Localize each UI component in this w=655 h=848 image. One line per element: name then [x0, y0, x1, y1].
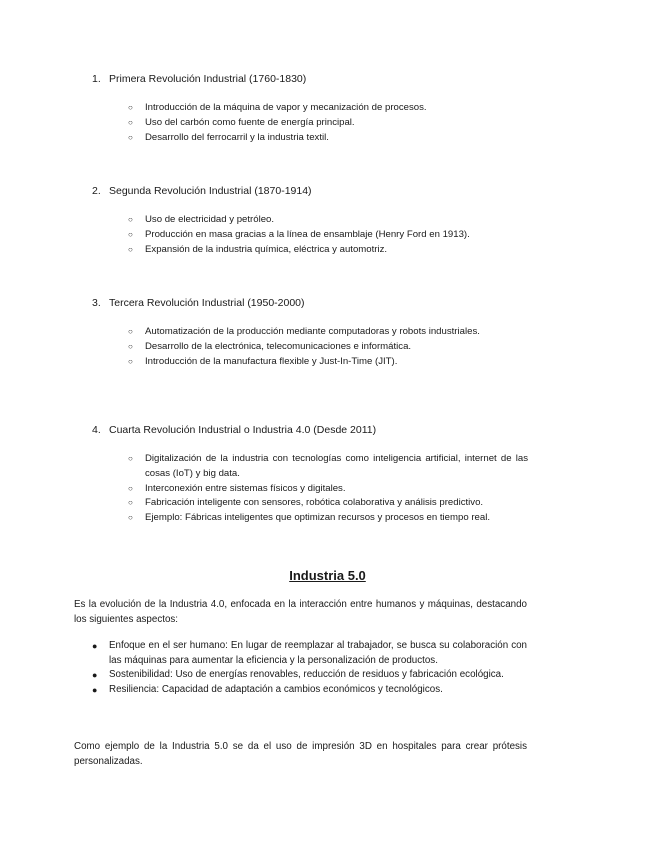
revolution-points	[128, 101, 528, 145]
list-item	[128, 101, 528, 116]
list-number: 4.	[92, 424, 101, 436]
circle-bullet-icon: ○	[128, 132, 133, 142]
list-number: 3.	[92, 297, 101, 309]
list-item	[128, 243, 528, 258]
circle-bullet-icon: ○	[128, 244, 133, 254]
list-item-text: Uso del carbón como fuente de energía principal.	[145, 116, 355, 128]
list-item-text: Producción en masa gracias a la línea de ensamblaje (Henry Ford en 1913).	[145, 228, 470, 240]
revolution-title: Cuarta Revolución Industrial o Industria 4.0 (Desde 2011)	[109, 424, 377, 436]
list-item	[128, 496, 528, 511]
list-item-text: Automatización de la producción mediante computadoras y robots industriales.	[145, 326, 480, 337]
list-item-text: Introducción de la manufactura flexible y Just-In-Time (JIT).	[145, 355, 398, 367]
list-number: 1.	[92, 73, 101, 85]
list-item	[128, 340, 528, 355]
list-item-text: Digitalización de la industria con tecnologías como inteligencia artificial, internet de las cosas (IoT) y big data.	[145, 453, 528, 479]
list-item	[92, 683, 527, 698]
circle-bullet-icon: ○	[128, 229, 133, 239]
revolution-title: Segunda Revolución Industrial (1870-1914)	[109, 185, 312, 197]
list-item	[128, 452, 528, 482]
list-item-text: Fabricación inteligente con sensores, robótica colaborativa y análisis predictivo.	[145, 497, 484, 509]
bullet-dot-icon: ●	[92, 641, 98, 651]
list-number: 2.	[92, 185, 101, 197]
circle-bullet-icon: ○	[128, 117, 133, 127]
revolution-points	[128, 452, 528, 526]
list-item-text: Resiliencia: Capacidad de adaptación a cambios económicos y tecnológicos.	[109, 683, 443, 695]
circle-bullet-icon: ○	[128, 454, 133, 463]
circle-bullet-icon: ○	[128, 103, 133, 112]
list-item	[128, 482, 528, 497]
bullet-dot-icon: ●	[92, 684, 98, 695]
circle-bullet-icon: ○	[128, 327, 133, 336]
list-item-text: Interconexión entre sistemas físicos y digitales.	[145, 482, 346, 494]
aspects-list	[92, 639, 527, 697]
list-item	[128, 325, 528, 340]
revolution-heading	[92, 423, 376, 437]
section-title: Industria 5.0	[289, 568, 366, 583]
list-item-text: Expansión de la industria química, eléctrica y automotriz.	[145, 243, 388, 255]
list-item	[128, 228, 528, 243]
bullet-dot-icon: ●	[92, 670, 98, 681]
list-item	[92, 668, 527, 683]
list-item	[128, 213, 528, 228]
intro-paragraph: Es la evolución de la Industria 4.0, enfocada en la interacción entre humanos y máquinas, destacando los siguientes aspectos:	[74, 599, 527, 625]
revolution-heading	[92, 184, 312, 198]
list-item	[128, 131, 528, 146]
example-paragraph: Como ejemplo de la Industria 5.0 se da el uso de impresión 3D en hospitales para crear prótesis personalizadas.	[74, 741, 527, 767]
list-item-text: Enfoque en el ser humano: En lugar de reemplazar al trabajador, se busca su colaboración con las máquinas para aumentar la eficiencia y la personalización de productos.	[109, 640, 527, 666]
revolution-points	[128, 213, 528, 257]
circle-bullet-icon: ○	[128, 483, 133, 493]
list-item	[128, 355, 528, 370]
list-item	[92, 639, 527, 668]
list-item-text: Sostenibilidad: Uso de energías renovables, reducción de residuos y fabricación ecológica.	[109, 669, 504, 681]
circle-bullet-icon: ○	[128, 513, 133, 523]
revolution-heading	[92, 296, 305, 310]
revolution-title: Tercera Revolución Industrial (1950-2000)	[109, 297, 305, 309]
list-item-text: Ejemplo: Fábricas inteligentes que optimizan recursos y procesos en tiempo real.	[145, 512, 491, 524]
list-item-text: Desarrollo del ferrocarril y la industria textil.	[145, 131, 329, 143]
revolution-heading	[92, 72, 306, 86]
revolution-points	[128, 325, 528, 369]
list-item	[128, 511, 528, 526]
list-item-text: Desarrollo de la electrónica, telecomunicaciones e informática.	[145, 340, 412, 352]
circle-bullet-icon: ○	[128, 356, 133, 366]
circle-bullet-icon: ○	[128, 341, 133, 351]
list-item-text: Uso de electricidad y petróleo.	[145, 214, 275, 225]
circle-bullet-icon: ○	[128, 215, 133, 224]
circle-bullet-icon: ○	[128, 498, 133, 508]
list-item-text: Introducción de la máquina de vapor y mecanización de procesos.	[145, 102, 427, 113]
revolution-title: Primera Revolución Industrial (1760-1830)	[109, 73, 307, 85]
list-item	[128, 116, 528, 131]
